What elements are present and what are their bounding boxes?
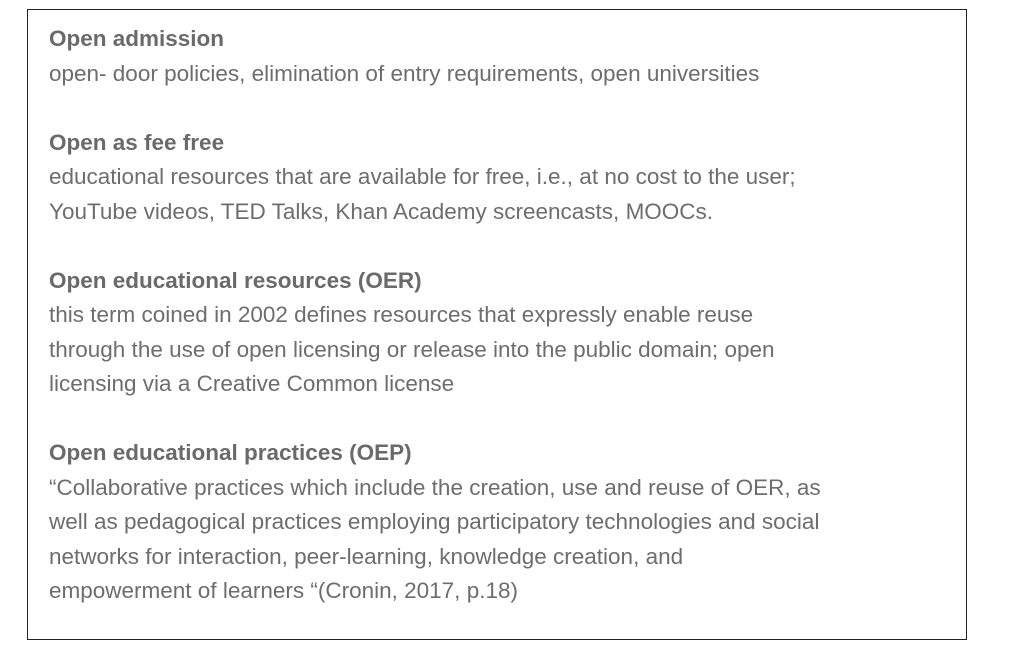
- description-line: networks for interaction, peer-learning, knowledge creation, and: [49, 543, 684, 569]
- entry-title: Open as fee free: [49, 129, 225, 155]
- description-line: educational resources that are available for free, i.e., at no cost to the user;: [49, 164, 796, 189]
- description-line: open- door policies, elimination of entry requirements, open universities: [49, 60, 760, 86]
- description-line: empowerment of learners “(Cronin, 2017, p.18): [49, 578, 518, 603]
- entry-open-as-fee-free: [49, 126, 954, 230]
- description-line: well as pedagogical practices employing participatory technologies and social: [49, 509, 820, 534]
- entry-open-admission: [49, 22, 954, 91]
- description-line: YouTube videos, TED Talks, Khan Academy screencasts, MOOCs.: [49, 198, 714, 224]
- entry-description: [49, 160, 954, 229]
- entry-description: [49, 298, 954, 402]
- entry-description: [49, 57, 954, 92]
- entry-title: Open educational practices (OEP): [49, 440, 412, 465]
- description-line: through the use of open licensing or release into the public domain; open: [49, 336, 775, 362]
- entry-oep: [49, 436, 954, 609]
- description-line: “Collaborative practices which include the creation, use and reuse of OER, as: [49, 474, 821, 500]
- entry-description: [49, 471, 954, 609]
- entry-oer: [49, 264, 954, 402]
- entry-title: Open admission: [49, 26, 225, 51]
- description-line: this term coined in 2002 defines resources that expressly enable reuse: [49, 302, 754, 327]
- description-line: licensing via a Creative Common license: [49, 371, 455, 396]
- entry-title: Open educational resources (OER): [49, 267, 422, 293]
- definitions-list: [49, 22, 954, 643]
